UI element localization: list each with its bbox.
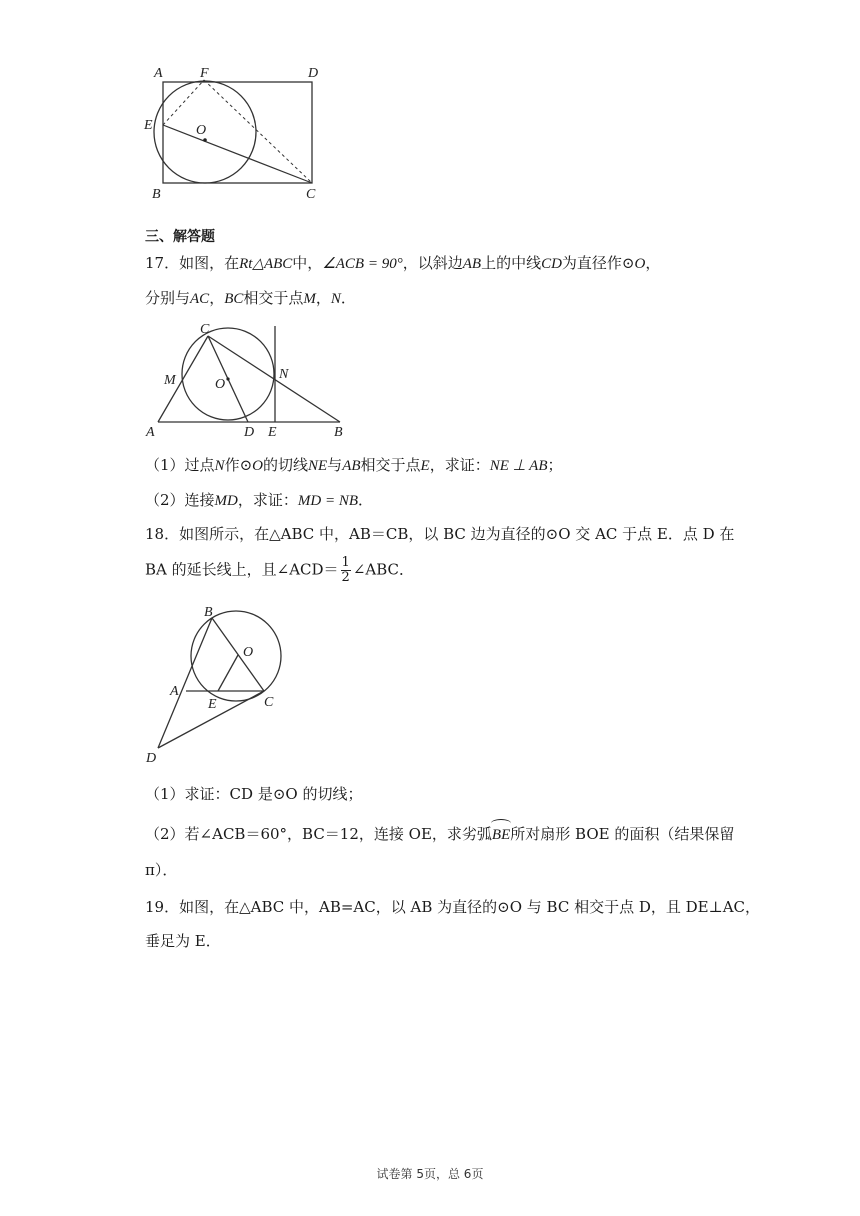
label-o: O [215, 377, 226, 392]
label-d: D [146, 751, 157, 766]
label-e: E [208, 697, 217, 712]
q18-part2: （2）若∠ACB＝60°，BC＝12，连接 OE，求劣弧BE所对扇形 BOE 的面积（结果保留 [145, 823, 734, 846]
label-o: O [196, 123, 207, 138]
label-b: B [334, 425, 343, 440]
q18-line2: BA 的延长线上，且∠ACD＝ $\frac{1}{2}$ ∠ABC． [145, 555, 414, 585]
segment-oe [218, 655, 238, 691]
segment-ef-dashed [163, 80, 204, 125]
fraction-one-half: $\frac{1}{2}$ [341, 555, 350, 585]
section-title: 三、解答题 [145, 229, 215, 245]
label-c: C [306, 187, 316, 202]
label-n: N [279, 367, 289, 382]
page-footer: 试卷第 5页，总 6页 [376, 1167, 484, 1181]
label-b: B [204, 605, 213, 620]
segment-bc [212, 618, 264, 691]
figure-q17 [140, 318, 360, 443]
label-f: F [200, 66, 209, 81]
q17-line1: 17．如图，在Rt△ABC中，∠ACB = 90°，以斜边AB上的中线CD为直径作⊙O， [145, 254, 661, 272]
q17-part2: （2）连接MD，求证：MD = NB． [145, 491, 374, 509]
figure-q18 [140, 600, 300, 770]
label-d: D [308, 66, 319, 81]
figure-rectangle-circle [140, 60, 340, 205]
label-e: E [268, 425, 277, 440]
label-c: C [264, 695, 274, 710]
label-m: M [164, 373, 176, 388]
center-point-o [226, 377, 229, 380]
label-d: D [244, 425, 255, 440]
label-e: E [144, 118, 153, 133]
segment-bd [158, 618, 212, 748]
segment-fc-dashed [204, 80, 312, 183]
q18-part1: （1）求证：CD 是⊙O 的切线； [145, 785, 363, 803]
q19-line2: 垂足为 E． [145, 932, 221, 950]
label-a: A [170, 684, 179, 699]
label-a: A [146, 425, 155, 440]
arc-be: BE [492, 824, 510, 846]
center-point-o [203, 138, 207, 142]
label-c: C [200, 322, 210, 337]
label-a: A [154, 66, 163, 81]
label-b: B [152, 187, 161, 202]
q17-line2: 分别与AC，BC相交于点M，N． [145, 289, 356, 307]
label-o: O [243, 645, 254, 660]
circle-o [191, 611, 281, 701]
q18-line1: 18．如图所示，在△ABC 中，AB＝CB，以 BC 边为直径的⊙O 交 AC 于点 E．点 D 在 [145, 525, 735, 543]
segment-ec [163, 125, 312, 183]
q17-part1: （1）过点N作⊙O的切线NE与AB相交于点E，求证：NE ⊥ AB； [145, 456, 563, 474]
q18-part2-cont: π）． [145, 861, 178, 879]
circle-o [182, 328, 274, 420]
q19-line1: 19．如图，在△ABC 中，AB=AC，以 AB 为直径的⊙O 与 BC 相交于点 D，且 DE⊥AC， [145, 898, 761, 916]
rectangle-abcd [163, 82, 312, 183]
